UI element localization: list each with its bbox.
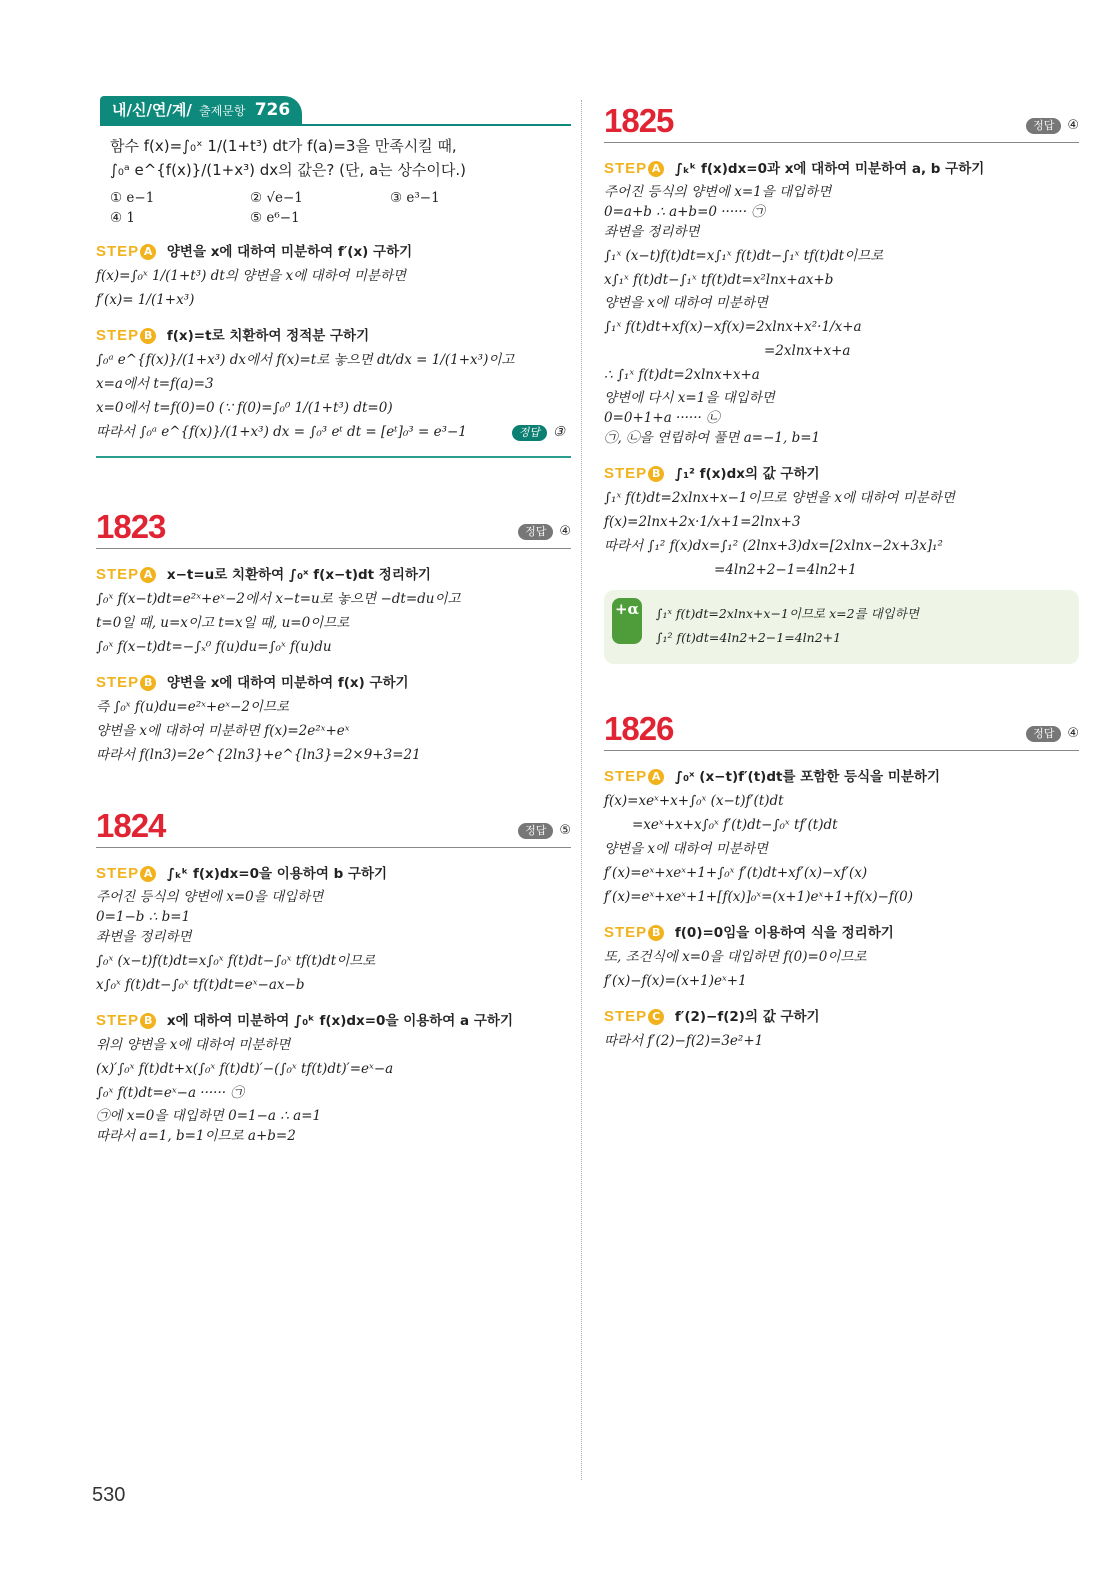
solution-line: 주어진 등식의 양변에 x=1을 대입하면 bbox=[604, 184, 832, 200]
problem-number: 1826 bbox=[604, 710, 674, 747]
step-b-heading bbox=[604, 921, 1079, 941]
solution-line: ∫₀ˣ f(t)dt=eˣ−a ······ ㉠ bbox=[96, 1085, 244, 1101]
problem-number-row bbox=[96, 801, 571, 848]
problem-number-row bbox=[604, 704, 1079, 751]
step-label: STEP bbox=[604, 465, 648, 482]
solution-line: f′(x)= 1/(1+x³) bbox=[96, 292, 195, 308]
solution-line: =2xlnx+x+a bbox=[764, 343, 851, 359]
solution-line: 양변을 x에 대하여 미분하면 bbox=[604, 841, 768, 857]
step-b-heading bbox=[96, 671, 571, 691]
answer-badge: 정답 bbox=[518, 823, 553, 839]
answer-mark bbox=[1026, 726, 1079, 742]
problem-number: 1824 bbox=[96, 807, 166, 844]
step-title: x에 대하여 미분하여 ∫₀ᵏ f(x)dx=0을 이용하여 a 구하기 bbox=[166, 1013, 513, 1029]
solution-line: =xeˣ+x+x∫₀ˣ f′(t)dt−∫₀ˣ tf′(t)dt bbox=[632, 817, 838, 833]
problem-1825 bbox=[604, 96, 1079, 664]
problem-1823 bbox=[96, 502, 571, 765]
solution-line: f(x)=∫₀ˣ 1/(1+t³) dt의 양변을 x에 대하여 미분하면 bbox=[96, 268, 407, 284]
step-label: STEP bbox=[604, 160, 648, 177]
solution-line: f′(x)=eˣ+xeˣ+1+[f(x)]₀ˣ=(x+1)eˣ+1+f(x)−f(0) bbox=[604, 889, 914, 905]
column-divider bbox=[581, 100, 582, 1480]
step-title: f(0)=0임을 이용하여 식을 정리하기 bbox=[674, 925, 894, 941]
solution-line: ∴ ∫₁ˣ f(t)dt=2xlnx+x+a bbox=[604, 367, 760, 383]
step-badge: A bbox=[648, 161, 664, 177]
final-line: 따라서 ∫₀ᵃ e^{f(x)}/(1+x³) dx = ∫₀³ eᵗ dt = [eᵗ]₀³ = e³−1 bbox=[96, 424, 467, 440]
solution-line bbox=[96, 422, 571, 442]
answer-badge: 정답 bbox=[518, 524, 553, 540]
solution-line: ㉠, ㉡을 연립하여 풀면 a=−1, b=1 bbox=[604, 430, 821, 446]
solution-line: ∫₁ˣ f(t)dt+xf(x)−xf(x)=2xlnx+x²·1/x+a bbox=[604, 319, 862, 335]
solution-line: =4ln2+2−1=4ln2+1 bbox=[714, 562, 857, 578]
solution-line: 따라서 ∫₁² f(x)dx=∫₁² (2lnx+3)dx=[2xlnx−2x+3x]₁² bbox=[604, 538, 943, 554]
choice-3: ③ e³−1 bbox=[390, 190, 440, 206]
page-number: 530 bbox=[92, 1484, 126, 1506]
problem-number: 1823 bbox=[96, 508, 166, 545]
step-badge: B bbox=[140, 328, 156, 344]
solution-line: ∫₀ˣ f(x−t)dt=e²ˣ+eˣ−2에서 x−t=u로 놓으면 −dt=du이고 bbox=[96, 591, 461, 607]
step-a-heading bbox=[96, 563, 571, 583]
solution-line: 0=1−b ∴ b=1 bbox=[96, 909, 191, 925]
solution-line: ∫₀ˣ f(x−t)dt=−∫ₓ⁰ f(u)du=∫₀ˣ f(u)du bbox=[96, 639, 332, 655]
step-badge: A bbox=[140, 567, 156, 583]
step-label: STEP bbox=[96, 327, 140, 344]
solution-line: 또, 조건식에 x=0을 대입하면 f(0)=0이므로 bbox=[604, 949, 867, 965]
solution-line: ∫₁ˣ f(t)dt=2xlnx+x−1이므로 양변을 x에 대하여 미분하면 bbox=[604, 490, 955, 506]
problem-statement bbox=[110, 136, 571, 180]
linked-problem-header bbox=[96, 96, 571, 126]
step-badge: B bbox=[648, 925, 664, 941]
tip-line: ∫₁ˣ f(t)dt=2xlnx+x−1이므로 x=2를 대입하면 bbox=[656, 606, 919, 621]
step-label: STEP bbox=[604, 924, 648, 941]
step-title: x−t=u로 치환하여 ∫₀ˣ f(x−t)dt 정리하기 bbox=[166, 567, 431, 583]
step-a-heading bbox=[604, 765, 1079, 785]
solution-line: ㉠에 x=0을 대입하면 0=1−a ∴ a=1 bbox=[96, 1108, 322, 1124]
right-column bbox=[604, 96, 1079, 1055]
solution-line: ∫₀ᵃ e^{f(x)}/(1+x³) dx에서 f(x)=t로 놓으면 dt/dx = 1/(1+x³)이고 bbox=[96, 352, 515, 368]
step-title: ∫ₖᵏ f(x)dx=0을 이용하여 b 구하기 bbox=[166, 866, 388, 882]
step-badge: C bbox=[648, 1009, 664, 1025]
solution-line: ∫₁ˣ (x−t)f(t)dt=x∫₁ˣ f(t)dt−∫₁ˣ tf(t)dt이므로 bbox=[604, 248, 884, 264]
step-b-heading bbox=[96, 1009, 571, 1029]
step-badge: A bbox=[140, 866, 156, 882]
solution-line: 주어진 등식의 양변에 x=0을 대입하면 bbox=[96, 889, 324, 905]
answer-value: ③ bbox=[552, 424, 565, 440]
step-title: f′(2)−f(2)의 값 구하기 bbox=[674, 1009, 820, 1025]
answer-value: ④ bbox=[1067, 118, 1079, 133]
plus-alpha-icon: +α bbox=[612, 598, 642, 644]
series-label: 내/신/연/계/ bbox=[112, 101, 192, 119]
problem-1824 bbox=[96, 801, 571, 1146]
solution-line: ∫₀ˣ (x−t)f(t)dt=x∫₀ˣ f(t)dt−∫₀ˣ tf(t)dt이므로 bbox=[96, 953, 376, 969]
step-a-heading bbox=[604, 157, 1079, 177]
problem-number-row bbox=[96, 502, 571, 549]
step-label: STEP bbox=[96, 566, 140, 583]
solution-line: f′(x)=eˣ+xeˣ+1+∫₀ˣ f′(t)dt+xf′(x)−xf′(x) bbox=[604, 865, 868, 881]
problem-line-2: ∫₀ᵃ e^{f(x)}/(1+x³) dx의 값은? (단, a는 상수이다.) bbox=[110, 161, 467, 179]
step-c-heading bbox=[604, 1005, 1079, 1025]
step-a-heading bbox=[96, 862, 571, 882]
answer-badge: 정답 bbox=[1026, 726, 1061, 742]
step-label: STEP bbox=[96, 865, 140, 882]
solution-line: 좌변을 정리하면 bbox=[96, 929, 192, 945]
solution-line: 양변을 x에 대하여 미분하면 f(x)=2e²ˣ+eˣ bbox=[96, 723, 350, 739]
section-end-rule bbox=[96, 456, 571, 458]
series-number: 726 bbox=[254, 100, 291, 120]
step-title: ∫ₖᵏ f(x)dx=0과 x에 대하여 미분하여 a, b 구하기 bbox=[674, 161, 985, 177]
step-label: STEP bbox=[96, 674, 140, 691]
left-column bbox=[96, 96, 571, 1147]
problem-line-1: 함수 f(x)=∫₀ˣ 1/(1+t³) dt가 f(a)=3을 만족시킬 때, bbox=[110, 137, 457, 155]
solution-line: 따라서 f(ln3)=2e^{2ln3}+e^{ln3}=2×9+3=21 bbox=[96, 747, 421, 763]
solution-line: x=0에서 t=f(0)=0 (∵ f(0)=∫₀⁰ 1/(1+t³) dt=0) bbox=[96, 400, 393, 416]
solution-line: 0=0+1+a ······ ㉡ bbox=[604, 410, 720, 426]
step-b-heading bbox=[604, 462, 1079, 482]
answer-mark bbox=[518, 823, 571, 839]
problem-1826 bbox=[604, 704, 1079, 1051]
solution-line: 양변에 다시 x=1을 대입하면 bbox=[604, 390, 775, 406]
choice-4: ④ 1 bbox=[110, 210, 135, 226]
tip-line: ∫₁² f(t)dt=4ln2+2−1=4ln2+1 bbox=[656, 630, 842, 645]
step-label: STEP bbox=[96, 243, 140, 260]
answer-mark bbox=[518, 524, 571, 540]
choice-1: ① e−1 bbox=[110, 190, 155, 206]
step-title: ∫₁² f(x)dx의 값 구하기 bbox=[674, 466, 820, 482]
answer-value: ④ bbox=[559, 524, 571, 539]
step-b-heading bbox=[96, 324, 571, 344]
tip-box bbox=[604, 590, 1079, 664]
problem-number: 1825 bbox=[604, 102, 674, 139]
answer-mark bbox=[512, 422, 565, 442]
header-rule bbox=[100, 124, 571, 126]
answer-badge: 정답 bbox=[512, 425, 547, 441]
step-badge: A bbox=[140, 244, 156, 260]
solution-line: 0=a+b ∴ a+b=0 ······ ㉠ bbox=[604, 204, 765, 220]
step-a-heading bbox=[96, 240, 571, 260]
solution-line: x∫₀ˣ f(t)dt−∫₀ˣ tf(t)dt=eˣ−ax−b bbox=[96, 977, 305, 993]
answer-value: ⑤ bbox=[559, 823, 571, 838]
solution-line: f′(x)−f(x)=(x+1)eˣ+1 bbox=[604, 973, 747, 989]
problem-number-row bbox=[604, 96, 1079, 143]
answer-value: ④ bbox=[1067, 726, 1079, 741]
answer-badge: 정답 bbox=[1026, 118, 1061, 134]
solution-line: x∫₁ˣ f(t)dt−∫₁ˣ tf(t)dt=x²lnx+ax+b bbox=[604, 272, 834, 288]
step-badge: B bbox=[140, 675, 156, 691]
solution-line: f(x)=2lnx+2x·1/x+1=2lnx+3 bbox=[604, 514, 801, 530]
solution-line: f(x)=xeˣ+x+∫₀ˣ (x−t)f′(t)dt bbox=[604, 793, 784, 809]
choices bbox=[110, 190, 571, 226]
series-sub: 출제문항 bbox=[199, 104, 246, 118]
solution-line: 즉 ∫₀ˣ f(u)du=e²ˣ+eˣ−2이므로 bbox=[96, 699, 290, 715]
step-label: STEP bbox=[96, 1012, 140, 1029]
step-badge: B bbox=[648, 466, 664, 482]
step-title: f(x)=t로 치환하여 정적분 구하기 bbox=[166, 328, 370, 344]
solution-line: 따라서 f′(2)−f(2)=3e²+1 bbox=[604, 1033, 764, 1049]
step-title: 양변을 x에 대하여 미분하여 f(x) 구하기 bbox=[166, 675, 409, 691]
step-title: ∫₀ˣ (x−t)f′(t)dt를 포함한 등식을 미분하기 bbox=[674, 769, 941, 785]
solution-line: 좌변을 정리하면 bbox=[604, 224, 700, 240]
answer-mark bbox=[1026, 118, 1079, 134]
choice-5: ⑤ e⁶−1 bbox=[250, 210, 300, 226]
solution-line: 양변을 x에 대하여 미분하면 bbox=[604, 295, 768, 311]
solution-line: (x)′∫₀ˣ f(t)dt+x(∫₀ˣ f(t)dt)′−(∫₀ˣ tf(t)dt)′=eˣ−a bbox=[96, 1061, 394, 1077]
solution-line: x=a에서 t=f(a)=3 bbox=[96, 376, 214, 392]
choice-2: ② √e−1 bbox=[250, 190, 303, 206]
step-label: STEP bbox=[604, 1008, 648, 1025]
solution-line: 따라서 a=1, b=1이므로 a+b=2 bbox=[96, 1128, 296, 1144]
step-badge: B bbox=[140, 1013, 156, 1029]
step-title: 양변을 x에 대하여 미분하여 f′(x) 구하기 bbox=[166, 244, 413, 260]
solution-line: t=0일 때, u=x이고 t=x일 때, u=0이므로 bbox=[96, 615, 350, 631]
linked-problem-tab bbox=[100, 96, 302, 124]
solution-line: 위의 양변을 x에 대하여 미분하면 bbox=[96, 1037, 291, 1053]
step-badge: A bbox=[648, 769, 664, 785]
step-label: STEP bbox=[604, 768, 648, 785]
